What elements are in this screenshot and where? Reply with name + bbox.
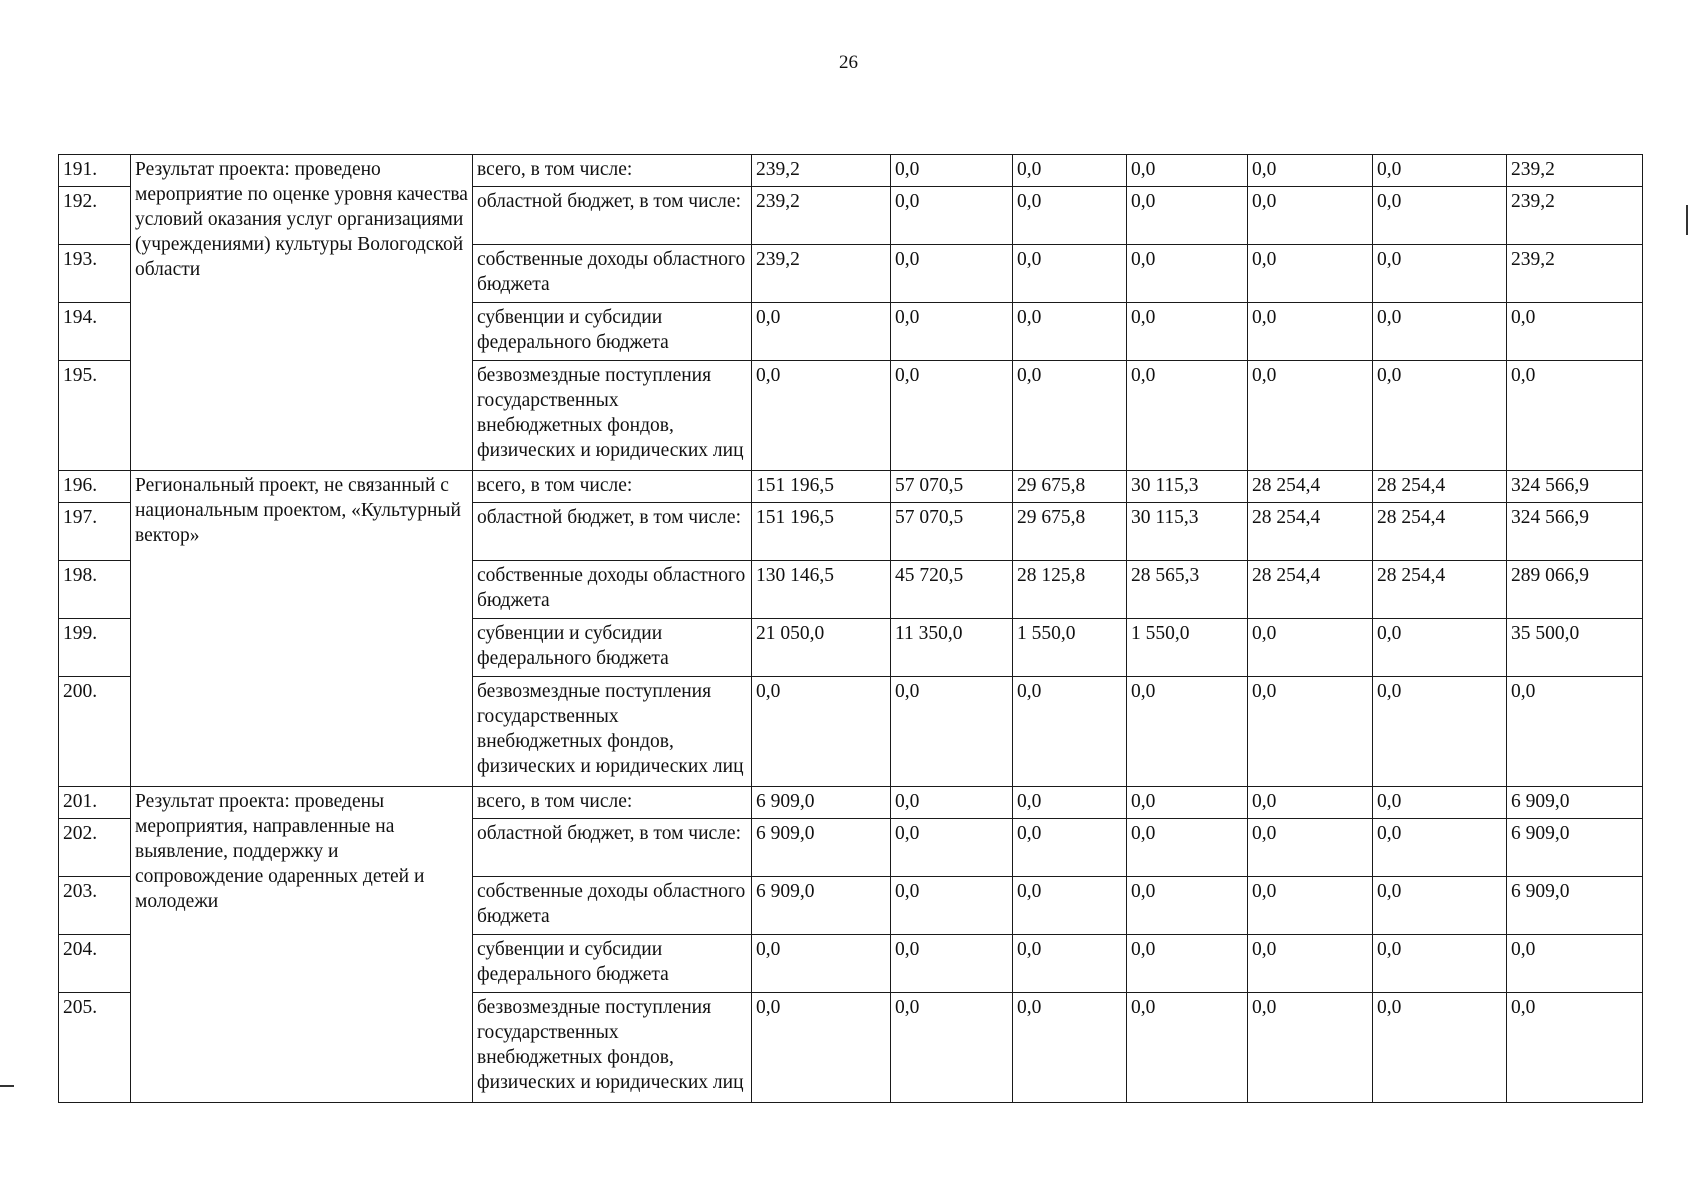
year-value: 0,0	[1013, 993, 1127, 1103]
year-value: 0,0	[1373, 187, 1507, 245]
total-value: 289 066,9	[1507, 561, 1643, 619]
year-value: 21 050,0	[752, 619, 891, 677]
total-value: 239,2	[1507, 187, 1643, 245]
scan-mark	[1686, 205, 1688, 235]
total-value: 239,2	[1507, 155, 1643, 187]
total-value: 6 909,0	[1507, 819, 1643, 877]
funding-source: субвенции и субсидии федерального бюджета	[473, 619, 752, 677]
total-value: 0,0	[1507, 677, 1643, 787]
year-value: 0,0	[1248, 187, 1373, 245]
year-value: 0,0	[1373, 619, 1507, 677]
row-number: 197.	[59, 503, 131, 561]
year-value: 0,0	[1373, 677, 1507, 787]
year-value: 0,0	[1248, 677, 1373, 787]
year-value: 0,0	[1127, 819, 1248, 877]
year-value: 0,0	[1013, 361, 1127, 471]
year-value: 30 115,3	[1127, 503, 1248, 561]
funding-source: областной бюджет, в том числе:	[473, 187, 752, 245]
year-value: 0,0	[1248, 993, 1373, 1103]
funding-source: собственные доходы областного бюджета	[473, 245, 752, 303]
year-value: 6 909,0	[752, 787, 891, 819]
year-value: 0,0	[1127, 787, 1248, 819]
funding-source: собственные доходы областного бюджета	[473, 561, 752, 619]
year-value: 0,0	[1373, 819, 1507, 877]
year-value: 0,0	[891, 245, 1013, 303]
funding-source: областной бюджет, в том числе:	[473, 503, 752, 561]
year-value: 11 350,0	[891, 619, 1013, 677]
year-value: 0,0	[752, 993, 891, 1103]
year-value: 0,0	[1013, 303, 1127, 361]
year-value: 30 115,3	[1127, 471, 1248, 503]
row-number: 204.	[59, 935, 131, 993]
row-number: 193.	[59, 245, 131, 303]
year-value: 28 254,4	[1248, 561, 1373, 619]
year-value: 239,2	[752, 155, 891, 187]
funding-source: субвенции и субсидии федерального бюджета	[473, 935, 752, 993]
year-value: 0,0	[1127, 677, 1248, 787]
year-value: 0,0	[1127, 155, 1248, 187]
year-value: 0,0	[752, 677, 891, 787]
year-value: 0,0	[1248, 819, 1373, 877]
year-value: 0,0	[891, 187, 1013, 245]
year-value: 130 146,5	[752, 561, 891, 619]
group-description: Результат проекта: проведены мероприятия, направленные на выявление, поддержку и сопровождение одаренных детей и молодежи	[131, 787, 473, 1103]
funding-source: безвозмездные поступления государственных внебюджетных фондов, физических и юридических лиц	[473, 993, 752, 1103]
year-value: 45 720,5	[891, 561, 1013, 619]
total-value: 0,0	[1507, 361, 1643, 471]
year-value: 29 675,8	[1013, 471, 1127, 503]
year-value: 0,0	[1373, 993, 1507, 1103]
year-value: 0,0	[1013, 877, 1127, 935]
row-number: 200.	[59, 677, 131, 787]
year-value: 1 550,0	[1013, 619, 1127, 677]
year-value: 0,0	[891, 155, 1013, 187]
year-value: 0,0	[1373, 877, 1507, 935]
year-value: 0,0	[1373, 245, 1507, 303]
year-value: 0,0	[1127, 245, 1248, 303]
total-value: 6 909,0	[1507, 877, 1643, 935]
row-number: 194.	[59, 303, 131, 361]
year-value: 0,0	[1248, 361, 1373, 471]
year-value: 0,0	[1248, 619, 1373, 677]
row-number: 196.	[59, 471, 131, 503]
year-value: 0,0	[1013, 245, 1127, 303]
year-value: 0,0	[1373, 155, 1507, 187]
year-value: 28 254,4	[1248, 471, 1373, 503]
year-value: 0,0	[1127, 993, 1248, 1103]
year-value: 0,0	[1127, 187, 1248, 245]
scan-mark	[0, 1085, 14, 1087]
funding-source: всего, в том числе:	[473, 787, 752, 819]
year-value: 57 070,5	[891, 503, 1013, 561]
year-value: 0,0	[891, 361, 1013, 471]
year-value: 0,0	[1373, 787, 1507, 819]
row-number: 191.	[59, 155, 131, 187]
funding-source: собственные доходы областного бюджета	[473, 877, 752, 935]
year-value: 0,0	[1248, 155, 1373, 187]
budget-table	[58, 154, 1643, 1103]
row-number: 199.	[59, 619, 131, 677]
funding-source: всего, в том числе:	[473, 471, 752, 503]
year-value: 28 254,4	[1373, 561, 1507, 619]
year-value: 0,0	[1127, 303, 1248, 361]
total-value: 324 566,9	[1507, 503, 1643, 561]
page-number: 26	[839, 52, 858, 73]
year-value: 0,0	[1013, 187, 1127, 245]
year-value: 29 675,8	[1013, 503, 1127, 561]
total-value: 324 566,9	[1507, 471, 1643, 503]
row-number: 205.	[59, 993, 131, 1103]
total-value: 239,2	[1507, 245, 1643, 303]
year-value: 0,0	[1013, 935, 1127, 993]
funding-source: безвозмездные поступления государственных внебюджетных фондов, физических и юридических лиц	[473, 677, 752, 787]
total-value: 35 500,0	[1507, 619, 1643, 677]
year-value: 6 909,0	[752, 819, 891, 877]
total-value: 0,0	[1507, 303, 1643, 361]
year-value: 1 550,0	[1127, 619, 1248, 677]
year-value: 0,0	[891, 303, 1013, 361]
year-value: 28 125,8	[1013, 561, 1127, 619]
funding-source: всего, в том числе:	[473, 155, 752, 187]
total-value: 6 909,0	[1507, 787, 1643, 819]
year-value: 0,0	[752, 303, 891, 361]
group-description: Региональный проект, не связанный с национальным проектом, «Культурный вектор»	[131, 471, 473, 787]
row-number: 192.	[59, 187, 131, 245]
year-value: 0,0	[1127, 877, 1248, 935]
year-value: 28 565,3	[1127, 561, 1248, 619]
year-value: 0,0	[752, 361, 891, 471]
year-value: 0,0	[891, 677, 1013, 787]
year-value: 0,0	[1373, 935, 1507, 993]
year-value: 0,0	[891, 935, 1013, 993]
year-value: 151 196,5	[752, 503, 891, 561]
row-number: 203.	[59, 877, 131, 935]
total-value: 0,0	[1507, 993, 1643, 1103]
year-value: 0,0	[891, 993, 1013, 1103]
row-number: 195.	[59, 361, 131, 471]
year-value: 0,0	[1248, 877, 1373, 935]
row-number: 202.	[59, 819, 131, 877]
year-value: 239,2	[752, 187, 891, 245]
year-value: 0,0	[1013, 787, 1127, 819]
year-value: 0,0	[1013, 819, 1127, 877]
year-value: 0,0	[1248, 245, 1373, 303]
funding-source: субвенции и субсидии федерального бюджета	[473, 303, 752, 361]
year-value: 0,0	[891, 787, 1013, 819]
year-value: 57 070,5	[891, 471, 1013, 503]
year-value: 0,0	[1373, 303, 1507, 361]
funding-source: областной бюджет, в том числе:	[473, 819, 752, 877]
year-value: 0,0	[752, 935, 891, 993]
table-row	[59, 787, 1643, 819]
year-value: 151 196,5	[752, 471, 891, 503]
table-row	[59, 471, 1643, 503]
year-value: 0,0	[891, 877, 1013, 935]
year-value: 0,0	[1248, 303, 1373, 361]
table-row	[59, 155, 1643, 187]
year-value: 6 909,0	[752, 877, 891, 935]
year-value: 0,0	[1013, 155, 1127, 187]
year-value: 0,0	[891, 819, 1013, 877]
year-value: 28 254,4	[1373, 503, 1507, 561]
funding-source: безвозмездные поступления государственных внебюджетных фондов, физических и юридических лиц	[473, 361, 752, 471]
year-value: 28 254,4	[1248, 503, 1373, 561]
year-value: 0,0	[1248, 935, 1373, 993]
year-value: 239,2	[752, 245, 891, 303]
total-value: 0,0	[1507, 935, 1643, 993]
year-value: 0,0	[1127, 361, 1248, 471]
year-value: 0,0	[1248, 787, 1373, 819]
year-value: 28 254,4	[1373, 471, 1507, 503]
row-number: 201.	[59, 787, 131, 819]
year-value: 0,0	[1373, 361, 1507, 471]
group-description: Результат проекта: проведено мероприятие по оценке уровня качества условий оказания услуг организациями (учреждениями) культуры Вологодской области	[131, 155, 473, 471]
year-value: 0,0	[1013, 677, 1127, 787]
year-value: 0,0	[1127, 935, 1248, 993]
row-number: 198.	[59, 561, 131, 619]
